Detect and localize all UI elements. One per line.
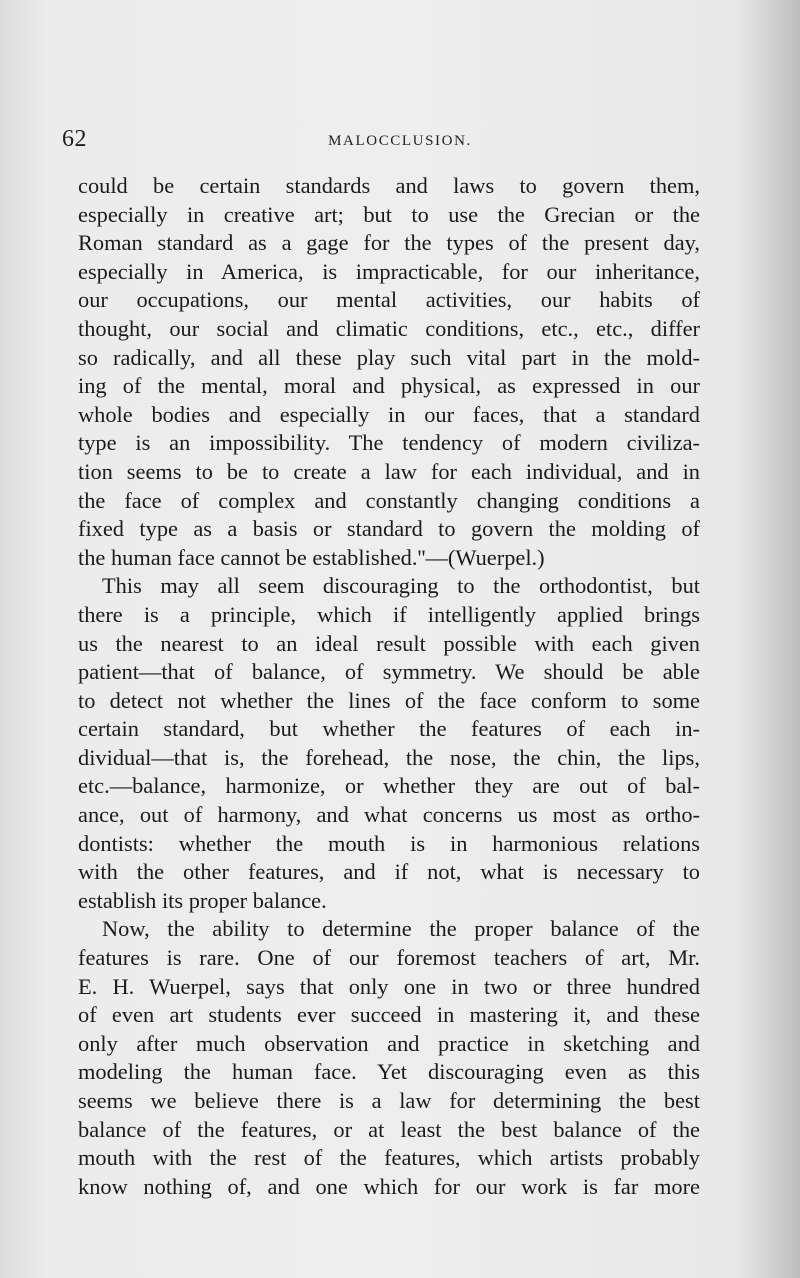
text-line: This may all seem discouraging to the orthodontist, but [102,573,700,599]
text-line: the face of complex and constantly changing conditions a [78,487,700,513]
text-line: type is an impossibility. The tendency of modern civiliza- [78,430,700,456]
text-line: to detect not whether the lines of the face conform to some [78,687,700,713]
text-line: with the other features, and if not, what is necessary to [78,859,700,885]
text-line: E. H. Wuerpel, says that only one in two or three hundred [78,973,700,999]
text-line: there is a principle, which if intelligently applied brings [78,601,700,627]
text-line: know nothing of, and one which for our work is far more [78,1173,700,1199]
text-line: us the nearest to an ideal result possible with each given [78,630,700,656]
text-line: ance, out of harmony, and what concerns us most as ortho- [78,802,700,828]
text-line: tion seems to be to create a law for each individual, and in [78,458,700,484]
text-line: our occupations, our mental activities, our habits of [78,287,700,313]
text-line: especially in America, is impracticable, for our inheritance, [78,258,700,284]
text-line: thought, our social and climatic conditions, etc., etc., differ [78,315,700,341]
text-line: certain standard, but whether the features of each in- [78,716,700,742]
running-title: MALOCCLUSION. [328,133,472,149]
text-line: whole bodies and especially in our faces, that a standard [78,401,700,427]
text-line: the human face cannot be established.''—(Wuerpel.) [78,544,545,570]
text-line: dividual—that is, the forehead, the nose, the chin, the lips, [78,744,700,770]
text-line: dontists: whether the mouth is in harmonious relations [78,830,700,856]
text-line: etc.—balance, harmonize, or whether they are out of bal- [78,773,700,799]
text-line: mouth with the rest of the features, which artists probably [78,1145,700,1171]
text-line: could be certain standards and laws to govern them, [78,173,700,198]
body-text [78,172,700,1201]
text-line: only after much observation and practice in sketching and [78,1030,700,1056]
text-line: so radically, and all these play such vital part in the mold- [78,344,700,370]
text-line: especially in creative art; but to use the Grecian or the [78,201,700,227]
text-line: establish its proper balance. [78,887,327,913]
text-line: modeling the human face. Yet discouraging even as this [78,1059,700,1085]
text-line: seems we believe there is a law for determining the best [78,1088,700,1113]
text-line: features is rare. One of our foremost teachers of art, Mr. [78,945,700,971]
text-line: of even art students ever succeed in mastering it, and these [78,1002,700,1028]
text-line: patient—that of balance, of symmetry. We should be able [78,659,700,685]
text-line: balance of the features, or at least the best balance of the [78,1116,700,1142]
page-number: 62 [62,126,87,152]
text-line: Now, the ability to determine the proper balance of the [102,916,700,942]
text-line: Roman standard as a gage for the types of the present day, [78,230,700,256]
text-line: ing of the mental, moral and physical, as expressed in our [78,373,700,399]
text-line: fixed type as a basis or standard to govern the molding of [78,516,700,542]
